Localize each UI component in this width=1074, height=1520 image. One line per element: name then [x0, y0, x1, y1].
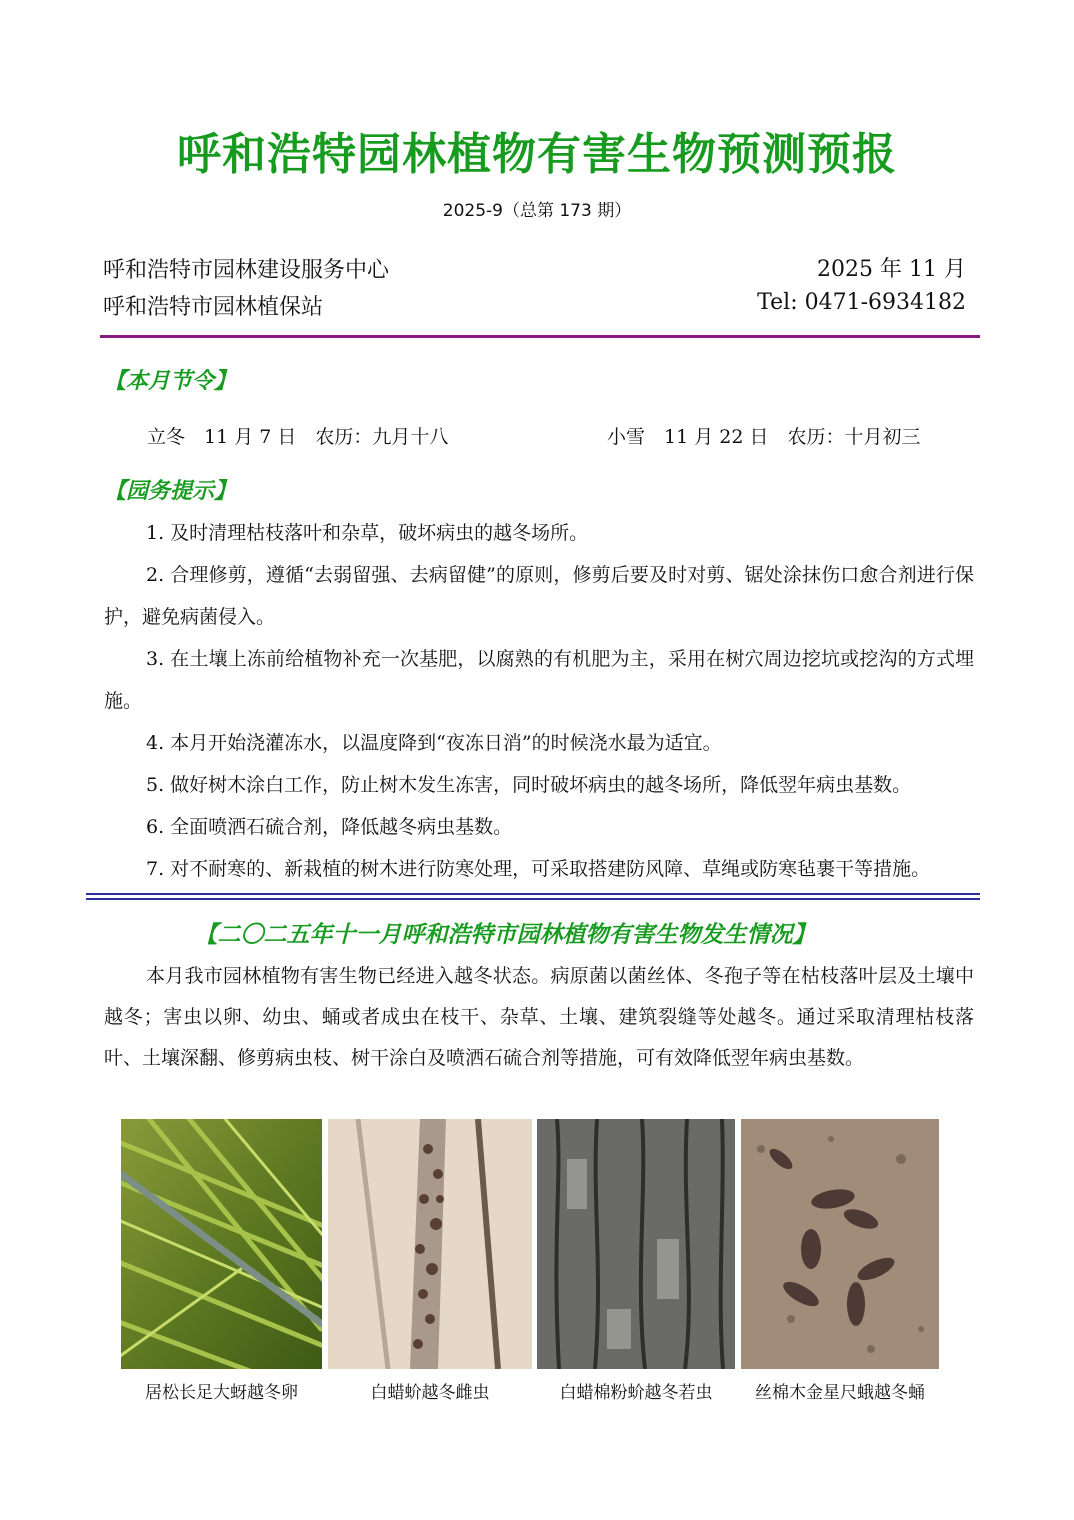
solar-term-lidong: 立冬 11 月 7 日 农历：九月十八 — [147, 426, 449, 448]
photo-caption-3: 白蜡棉粉蚧越冬若虫 — [559, 1383, 713, 1403]
tip-item-6: 6. 全面喷洒石硫合剂，降低越冬病虫基数。 — [146, 816, 513, 838]
section-divider-top — [86, 893, 980, 895]
issue-number: 2025-9（总第 173 期） — [442, 201, 632, 221]
tips-list — [104, 512, 974, 890]
tips-heading: 【园务提示】 — [104, 479, 237, 504]
solar-terms-heading: 【本月节令】 — [104, 369, 237, 394]
photo-moth-pupae — [741, 1119, 939, 1369]
header-divider — [100, 335, 980, 338]
photo-pine-aphid-eggs — [121, 1119, 322, 1369]
photo-caption-1: 居松长足大蚜越冬卵 — [145, 1383, 298, 1403]
org-name-station: 呼和浩特市园林植保站 — [103, 295, 324, 320]
photo-mealybug-nymphs — [537, 1119, 735, 1369]
tip-item-2: 2. 合理修剪，遵循“去弱留强、去病留健”的原则，修剪后要及时对剪、锯处涂抹伤口愈合剂进行保护，避免病菌侵入。 — [104, 564, 974, 628]
issue-date: 2025 年 11 月 — [817, 257, 966, 282]
solar-term-xiaoxue: 小雪 11 月 22 日 农历：十月初三 — [607, 426, 921, 448]
tip-item-5: 5. 做好树木涂白工作，防止树木发生冻害，同时破坏病虫的越冬场所，降低翌年病虫基数。 — [146, 774, 912, 796]
photo-caption-2: 白蜡蚧越冬雌虫 — [370, 1383, 490, 1403]
telephone: Tel: 0471-6934182 — [757, 290, 966, 315]
photo-caption-4: 丝棉木金星尺蛾越冬蛹 — [755, 1383, 925, 1403]
tip-item-7: 7. 对不耐寒的、新栽植的树木进行防寒处理，可采取搭建防风障、草绳或防寒毡裹干等措施。 — [146, 858, 931, 880]
org-name-center: 呼和浩特市园林建设服务中心 — [103, 258, 390, 283]
page-title: 呼和浩特园林植物有害生物预测预报 — [177, 129, 897, 180]
photo-wax-scale-females — [328, 1119, 532, 1369]
section-divider-bottom — [86, 898, 980, 900]
tip-item-3: 3. 在土壤上冻前给植物补充一次基肥，以腐熟的有机肥为主，采用在树穴周边挖坑或挖沟的方式埋施。 — [104, 648, 974, 712]
tip-item-1: 1. 及时清理枯枝落叶和杂草，破坏病虫的越冬场所。 — [146, 522, 589, 544]
tip-item-4: 4. 本月开始浇灌冻水，以温度降到“夜冻日消”的时候浇水最为适宜。 — [146, 732, 722, 754]
situation-heading: 【二〇二五年十一月呼和浩特市园林植物有害生物发生情况】 — [194, 922, 816, 948]
situation-summary: 本月我市园林植物有害生物已经进入越冬状态。病原菌以菌丝体、冬孢子等在枯枝落叶层及土壤中越冬；害虫以卵、幼虫、蛹或者成虫在枝干、杂草、土壤、建筑裂缝等处越冬。通过采取清理枯枝落叶、土壤深翻、修剪病虫枝、树干涂白及喷洒石硫合剂等措施，可有效降低翌年病虫基数。 — [104, 965, 974, 1069]
